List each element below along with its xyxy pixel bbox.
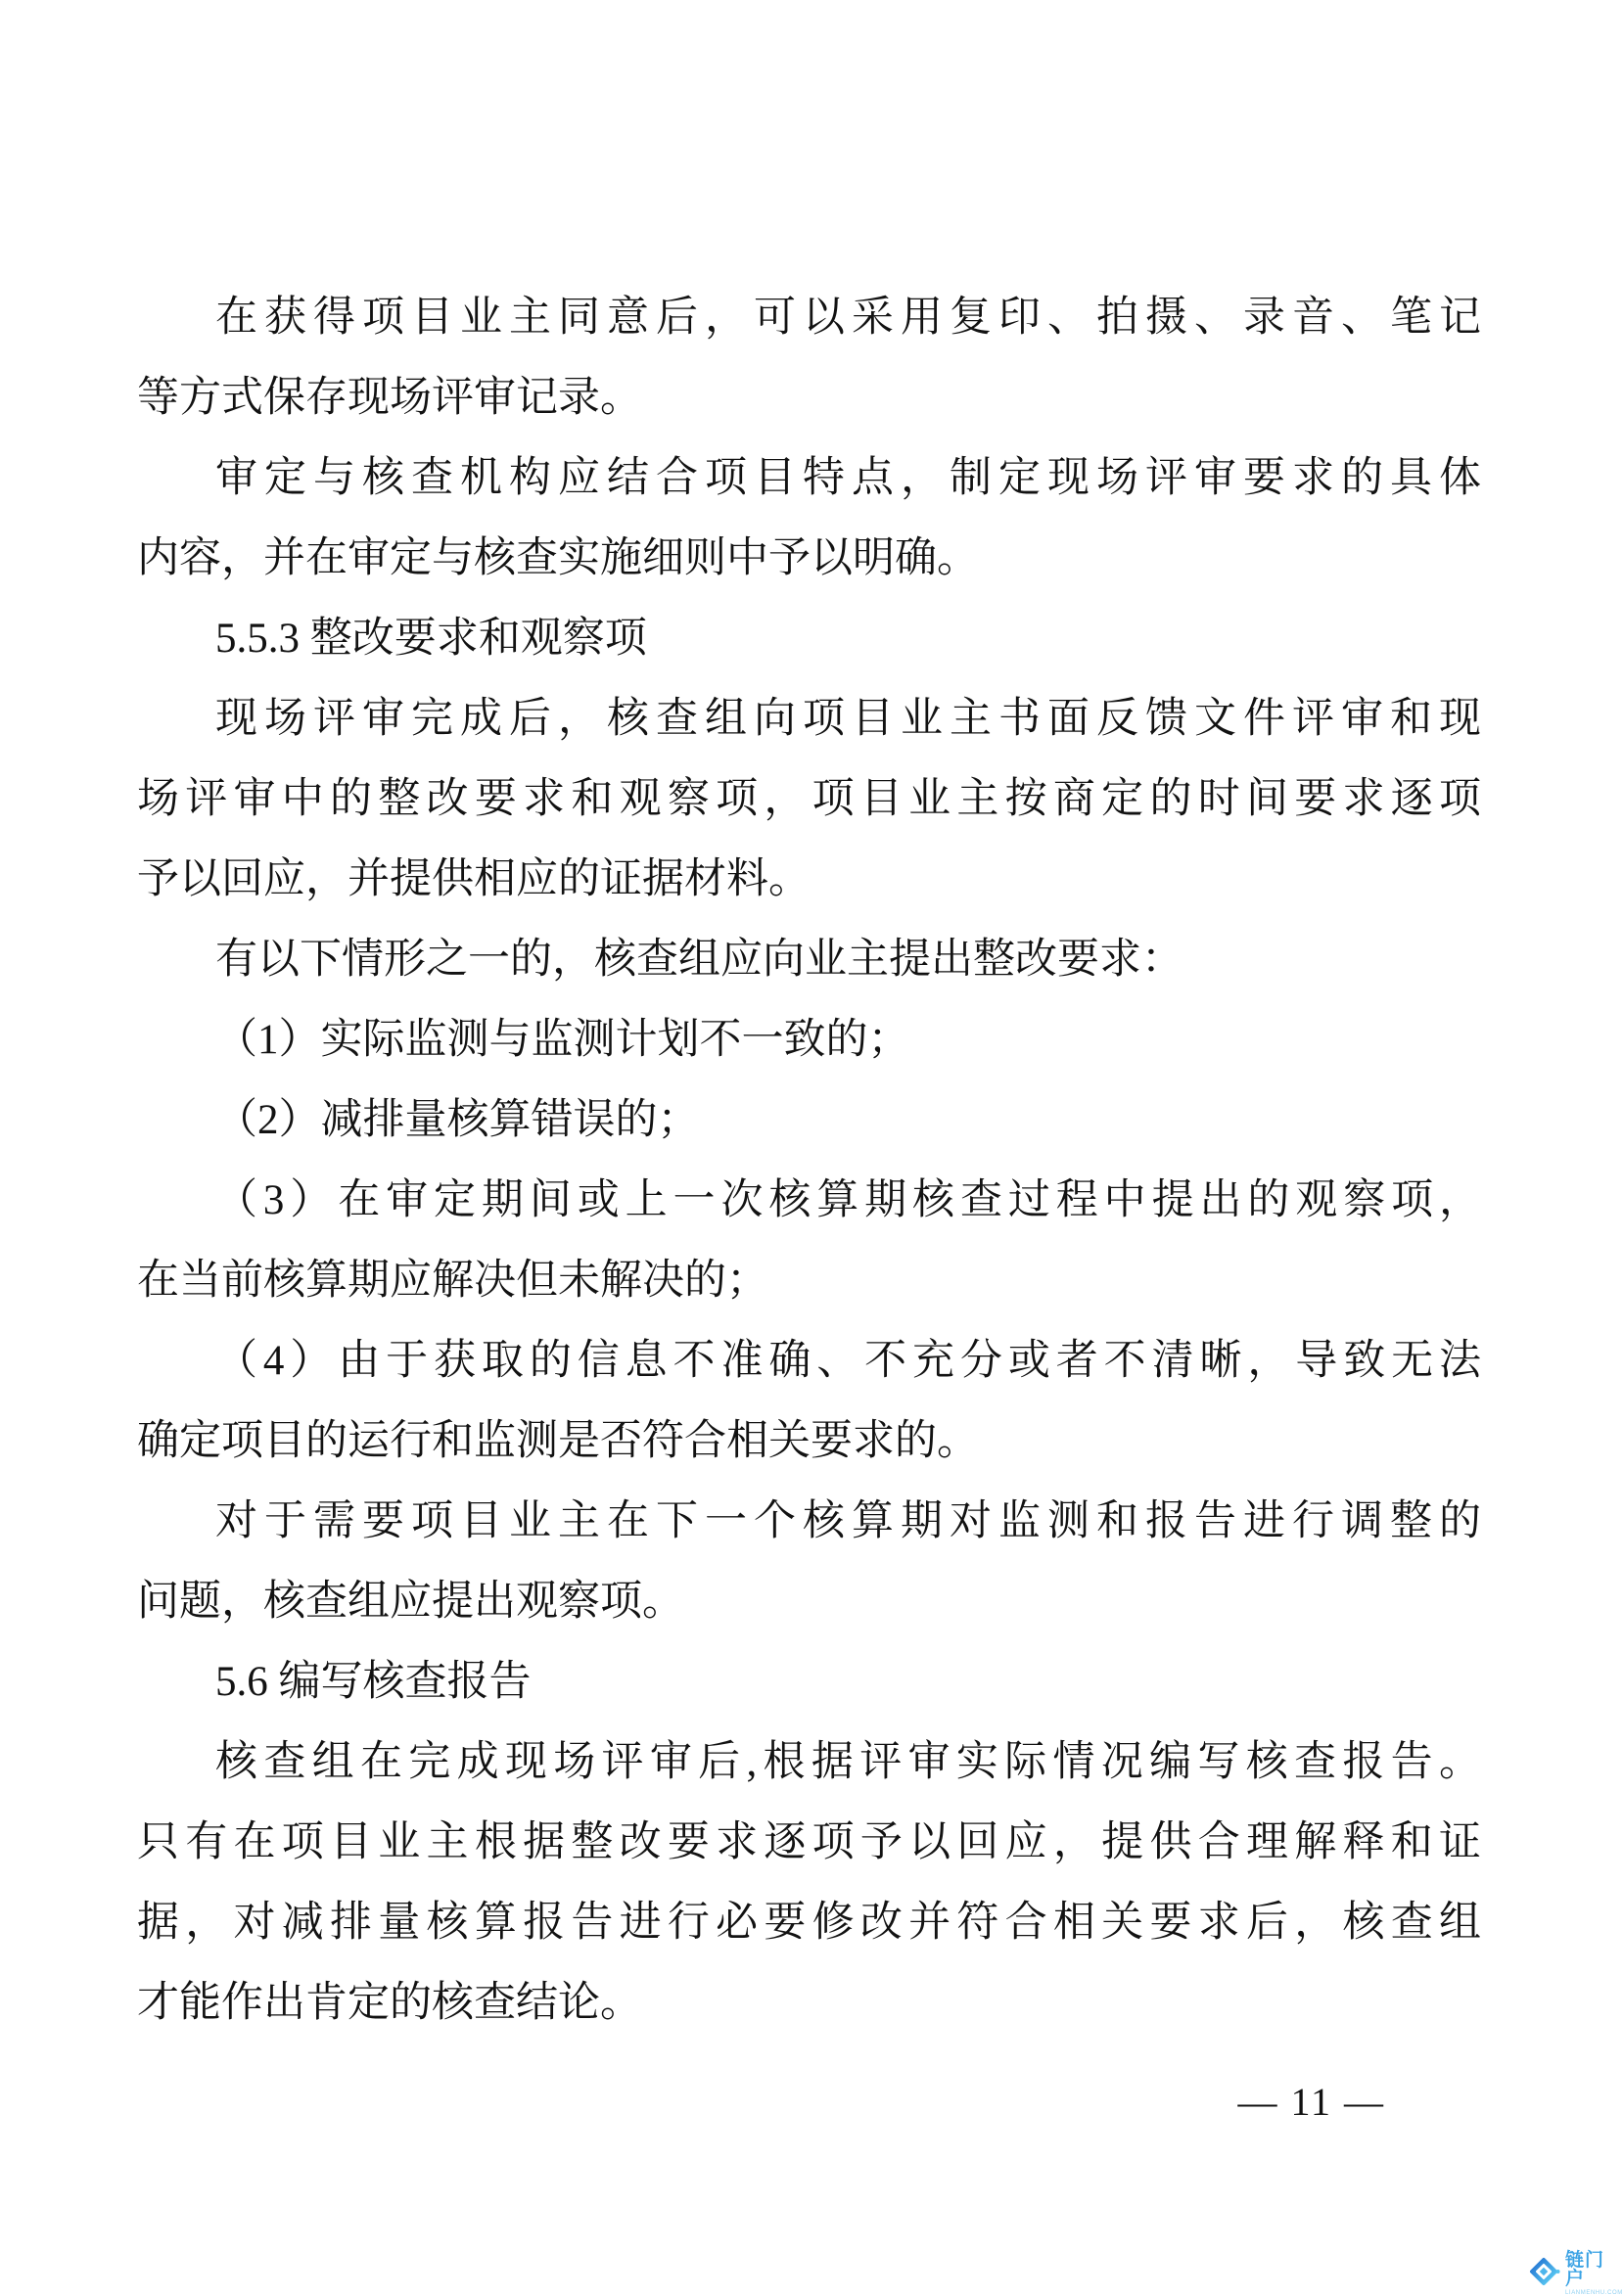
- text-line: 现场评审完成后，核查组向项目业主书面反馈文件评审和现: [215, 696, 1481, 742]
- list-item: （3）在审定期间或上一次核算期核查过程中提出的观察项，: [215, 1177, 1481, 1223]
- text-line: 审定与核查机构应结合项目特点，制定现场评审要求的具体: [215, 455, 1481, 501]
- lianmenhu-diamond-logo-icon: [1528, 2255, 1561, 2293]
- document-body: [137, 278, 1481, 2043]
- section-heading: 5.6 编写核查报告: [215, 1659, 532, 1705]
- list-item: （1）实际监测与监测计划不一致的；: [215, 1017, 910, 1063]
- text-line: 确定项目的运行和监测是否符合相关要求的。: [137, 1418, 979, 1464]
- text-line: 据，对减排量核算报告进行必要修改并符合相关要求后，核查组: [137, 1900, 1481, 1946]
- text-line: 内容，并在审定与核查实施细则中予以明确。: [137, 535, 979, 581]
- watermark: [1528, 2251, 1623, 2296]
- text-line: 核查组在完成现场评审后,根据评审实际情况编写核查报告。: [215, 1739, 1481, 1785]
- text-line: 予以回应，并提供相应的证据材料。: [137, 856, 811, 902]
- text-line: 等方式保存现场评审记录。: [137, 375, 642, 421]
- watermark-brand: 链门户: [1565, 2250, 1605, 2289]
- text-line: 场评审中的整改要求和观察项，项目业主按商定的时间要求逐项: [137, 776, 1481, 822]
- text-line: 在当前核算期应解决但未解决的；: [137, 1258, 768, 1304]
- text-line: 只有在项目业主根据整改要求逐项予以回应，提供合理解释和证: [137, 1819, 1481, 1865]
- watermark-text: [1565, 2251, 1623, 2296]
- page-number: — 11 —: [1237, 2080, 1385, 2124]
- text-line: 在获得项目业主同意后，可以采用复印、拍摄、录音、笔记: [215, 295, 1481, 341]
- section-heading: 5.5.3 整改要求和观察项: [215, 616, 647, 662]
- text-line: 对于需要项目业主在下一个核算期对监测和报告进行调整的: [215, 1498, 1481, 1544]
- list-item: （4）由于获取的信息不准确、不充分或者不清晰，导致无法: [215, 1338, 1481, 1384]
- watermark-site: LIANMENHU.COM: [1565, 2290, 1623, 2296]
- text-line: 问题，核查组应提出观察项。: [137, 1579, 684, 1625]
- list-item: （2）减排量核算错误的；: [215, 1097, 700, 1143]
- text-line: 有以下情形之一的，核查组应向业主提出整改要求：: [215, 937, 1183, 983]
- text-line: 才能作出肯定的核查结论。: [137, 1980, 642, 2026]
